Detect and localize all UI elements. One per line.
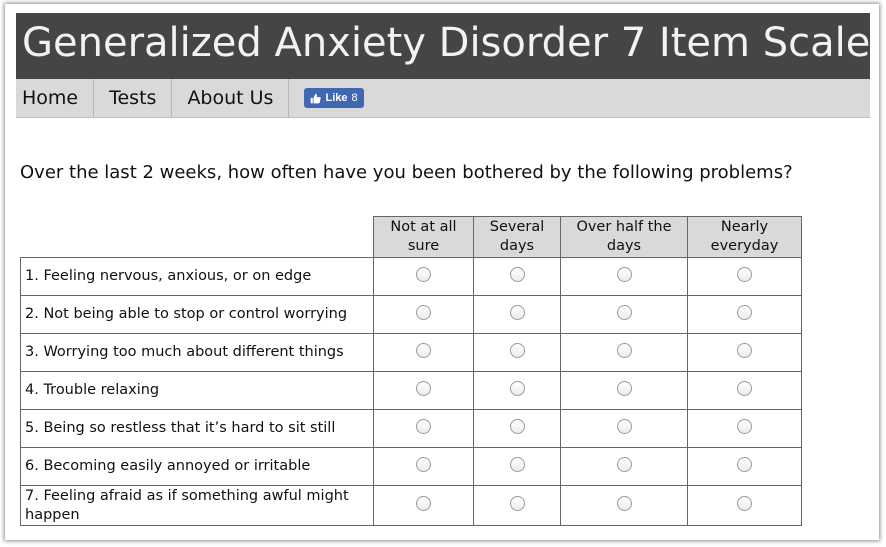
radio-button[interactable]: [617, 419, 632, 434]
row-label: 1. Feeling nervous, anxious, or on edge: [21, 258, 374, 296]
radio-button[interactable]: [510, 305, 525, 320]
radio-cell: [374, 372, 474, 410]
radio-button[interactable]: [737, 381, 752, 396]
radio-button[interactable]: [510, 496, 525, 511]
radio-button[interactable]: [416, 457, 431, 472]
radio-button[interactable]: [416, 343, 431, 358]
nav-item-about-us[interactable]: About Us: [172, 79, 289, 117]
column-header-over-half: [561, 217, 688, 258]
radio-button[interactable]: [617, 343, 632, 358]
radio-button[interactable]: [617, 496, 632, 511]
radio-button[interactable]: [416, 381, 431, 396]
radio-cell: [474, 448, 561, 486]
radio-cell: [374, 296, 474, 334]
table-row: [21, 448, 802, 486]
radio-cell: [474, 296, 561, 334]
column-header-line: Several: [489, 219, 545, 235]
radio-button[interactable]: [416, 267, 431, 282]
radio-button[interactable]: [510, 381, 525, 396]
radio-button[interactable]: [737, 305, 752, 320]
row-label: 7. Feeling afraid as if something awful might happen: [21, 486, 374, 526]
radio-cell: [374, 448, 474, 486]
radio-button[interactable]: [617, 305, 632, 320]
radio-button[interactable]: [617, 381, 632, 396]
column-header-line: Not at all: [390, 219, 457, 235]
radio-cell: [688, 258, 802, 296]
table-row: [21, 410, 802, 448]
table-header-row: [21, 217, 802, 258]
column-header-line: everyday: [710, 238, 779, 254]
radio-cell: [561, 448, 688, 486]
radio-cell: [561, 296, 688, 334]
radio-cell: [688, 448, 802, 486]
radio-cell: [561, 410, 688, 448]
radio-button[interactable]: [737, 496, 752, 511]
column-header-line: Nearly: [720, 219, 769, 235]
column-header-several-days: [474, 217, 561, 258]
gad7-table: [20, 216, 802, 526]
radio-cell: [688, 296, 802, 334]
radio-button[interactable]: [617, 267, 632, 282]
question-prompt: Over the last 2 weeks, how often have you been bothered by the following problems?: [20, 162, 793, 183]
column-header-nearly-everyday: [688, 217, 802, 258]
page-title: Generalized Anxiety Disorder 7 Item Scale: [16, 13, 870, 81]
radio-button[interactable]: [617, 457, 632, 472]
table-row: [21, 258, 802, 296]
radio-cell: [474, 410, 561, 448]
radio-button[interactable]: [737, 419, 752, 434]
page-frame: [5, 4, 879, 540]
row-label: 3. Worrying too much about different things: [21, 334, 374, 372]
column-header-line: sure: [407, 238, 440, 254]
like-label: Like: [325, 92, 348, 104]
radio-cell: [474, 258, 561, 296]
blank-header-cell: [21, 217, 374, 258]
radio-button[interactable]: [510, 457, 525, 472]
radio-cell: [688, 410, 802, 448]
radio-button[interactable]: [416, 419, 431, 434]
table-row: [21, 334, 802, 372]
radio-cell: [561, 334, 688, 372]
radio-cell: [561, 372, 688, 410]
radio-cell: [474, 334, 561, 372]
radio-cell: [561, 258, 688, 296]
like-count: 8: [351, 92, 358, 104]
radio-cell: [374, 486, 474, 526]
table-row: [21, 372, 802, 410]
radio-button[interactable]: [737, 457, 752, 472]
radio-button[interactable]: [416, 305, 431, 320]
table-row: [21, 296, 802, 334]
nav-item-tests[interactable]: Tests: [94, 79, 172, 117]
table-row: [21, 486, 802, 526]
radio-button[interactable]: [416, 496, 431, 511]
column-header-not-at-all: [374, 217, 474, 258]
column-header-line: days: [499, 238, 535, 254]
radio-button[interactable]: [510, 419, 525, 434]
radio-button[interactable]: [510, 267, 525, 282]
radio-cell: [374, 258, 474, 296]
radio-cell: [374, 334, 474, 372]
nav-item-home[interactable]: Home: [16, 79, 94, 117]
thumbs-up-icon: [310, 93, 321, 104]
radio-cell: [688, 486, 802, 526]
radio-cell: [474, 372, 561, 410]
radio-cell: [374, 410, 474, 448]
row-label: 4. Trouble relaxing: [21, 372, 374, 410]
radio-button[interactable]: [737, 343, 752, 358]
radio-cell: [474, 486, 561, 526]
radio-button[interactable]: [510, 343, 525, 358]
column-header-line: Over half the: [576, 219, 672, 235]
row-label: 2. Not being able to stop or control worrying: [21, 296, 374, 334]
radio-button[interactable]: [737, 267, 752, 282]
row-label: 6. Becoming easily annoyed or irritable: [21, 448, 374, 486]
row-label: 5. Being so restless that it’s hard to sit still: [21, 410, 374, 448]
nav-bar: [16, 79, 870, 118]
facebook-like-button[interactable]: [304, 88, 363, 108]
radio-cell: [561, 486, 688, 526]
radio-cell: [688, 334, 802, 372]
like-container: [289, 79, 363, 117]
radio-cell: [688, 372, 802, 410]
column-header-line: days: [606, 238, 642, 254]
